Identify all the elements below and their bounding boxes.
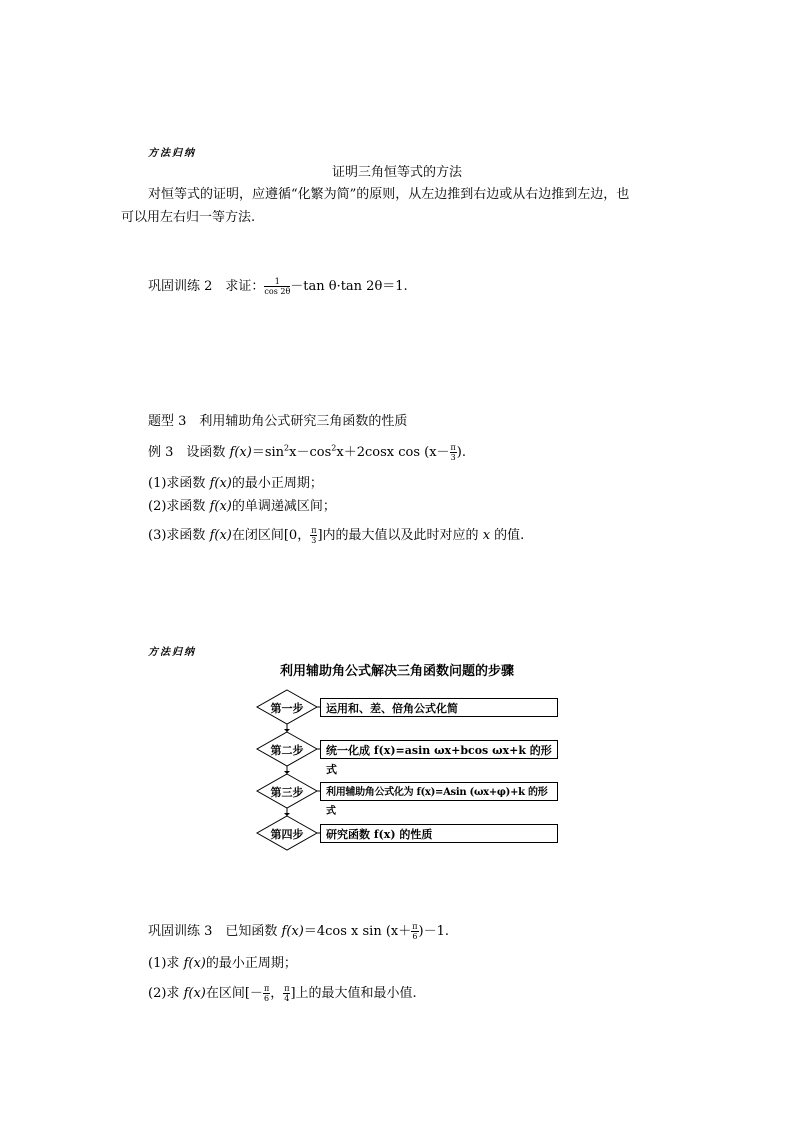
fx: f(x) [209,528,232,543]
eq-part: x cos (x－ [386,445,450,460]
numerator: π [311,526,317,535]
q-text: 在区间[－ [205,986,263,1001]
numerator: π [263,984,270,993]
q-text: ]内的最大值以及此时对应的 [317,528,483,543]
exercise-2-rest: －tan θ·tan 2θ＝1. [290,279,408,294]
q-text: ， [270,986,284,1001]
fx: f(x) [281,924,304,939]
q-text: (1)求函数 [148,476,210,491]
type-3-heading: 题型 3 利用辅助角公式研究三角函数的性质 [148,414,408,429]
step-4-label: 第四步 [270,828,304,841]
fraction [264,277,290,296]
arrow-head [284,813,290,816]
question-3 [148,524,524,545]
step-2-box: 统一化成 f(x)=asin ωx+bcos ωx+k 的形式 [320,740,558,759]
fx: f(x) [209,499,232,514]
eq-part: x＋2cos [336,445,387,460]
numerator: π [412,922,418,931]
method-summary-tag-2: 方法归纳 [148,647,196,658]
fx: f(x) [183,986,206,1001]
eq-part: ＝4cos x sin (x＋ [303,924,412,939]
fraction [450,443,457,462]
x-var: x [482,528,491,543]
q-text: (2)求 [148,986,184,1001]
q-text: (1)求 [148,956,184,971]
q-text: (3)求函数 [148,528,210,543]
q-text: 的最小正周期； [231,476,323,491]
denominator: 6 [412,932,418,941]
section-title: 证明三角恒等式的方法 [331,165,462,180]
step-1-box: 运用和、差、倍角公式化简 [320,698,558,717]
example-3 [148,441,466,462]
q-text: 在闭区间[0， [231,528,311,543]
paragraph-line-2: 可以用左右归一等方法. [121,210,256,225]
example-label: 例 3 设函数 [148,445,230,460]
step-2-label: 第二步 [270,744,304,757]
denominator: 4 [284,994,290,1003]
numerator: π [284,984,290,993]
question-2 [148,495,336,514]
step-3-box: 利用辅助角公式化为 f(x)=Asin (ωx+φ)+k 的形式 [320,782,558,801]
q-text: 的值. [490,528,525,543]
eq-part: )－1. [418,924,449,939]
fraction [411,922,418,941]
exercise-2 [148,275,408,296]
fx: f(x) [183,956,206,971]
step-3-label: 第三步 [270,786,304,799]
eq-part: ). [456,445,467,460]
fx: f(x) [209,476,232,491]
denominator: 6 [264,994,270,1003]
exercise-3-question-2 [148,982,417,1003]
eq-part: ＝sin [251,445,285,460]
arrow-head [284,771,290,774]
denominator: 3 [450,453,456,462]
exercise-3-question-1 [148,952,297,971]
exercise-2-label: 巩固训练 2 求证： [148,279,265,294]
numerator: π [450,443,456,452]
exercise-3-label: 巩固训练 3 已知函数 [148,924,282,939]
method-summary-tag: 方法归纳 [148,148,196,159]
q-text: ]上的最大值和最小值. [290,986,417,1001]
q-text: 的最小正周期； [205,956,297,971]
arrow-head [284,729,290,732]
denominator: 3 [311,536,317,545]
numerator: 1 [264,277,290,287]
paragraph-line-1: 对恒等式的证明，应遵循“化繁为简”的原则，从左边推到右边或从右边推到左边，也 [148,187,630,202]
eq-part: x－cos [289,445,332,460]
step-4-box: 研究函数 f(x) 的性质 [320,824,558,843]
flowchart-title: 利用辅助角公式解决三角函数问题的步骤 [279,664,514,679]
superscript: 2 [331,443,337,453]
exercise-3 [148,920,449,941]
superscript: 2 [284,443,290,453]
q-text: (2)求函数 [148,499,210,514]
question-1 [148,472,323,491]
fx: f(x) [229,445,252,460]
step-1-label: 第一步 [270,702,304,715]
q-text: 的单调递减区间； [231,499,336,514]
denominator: cos 2θ [264,287,291,296]
